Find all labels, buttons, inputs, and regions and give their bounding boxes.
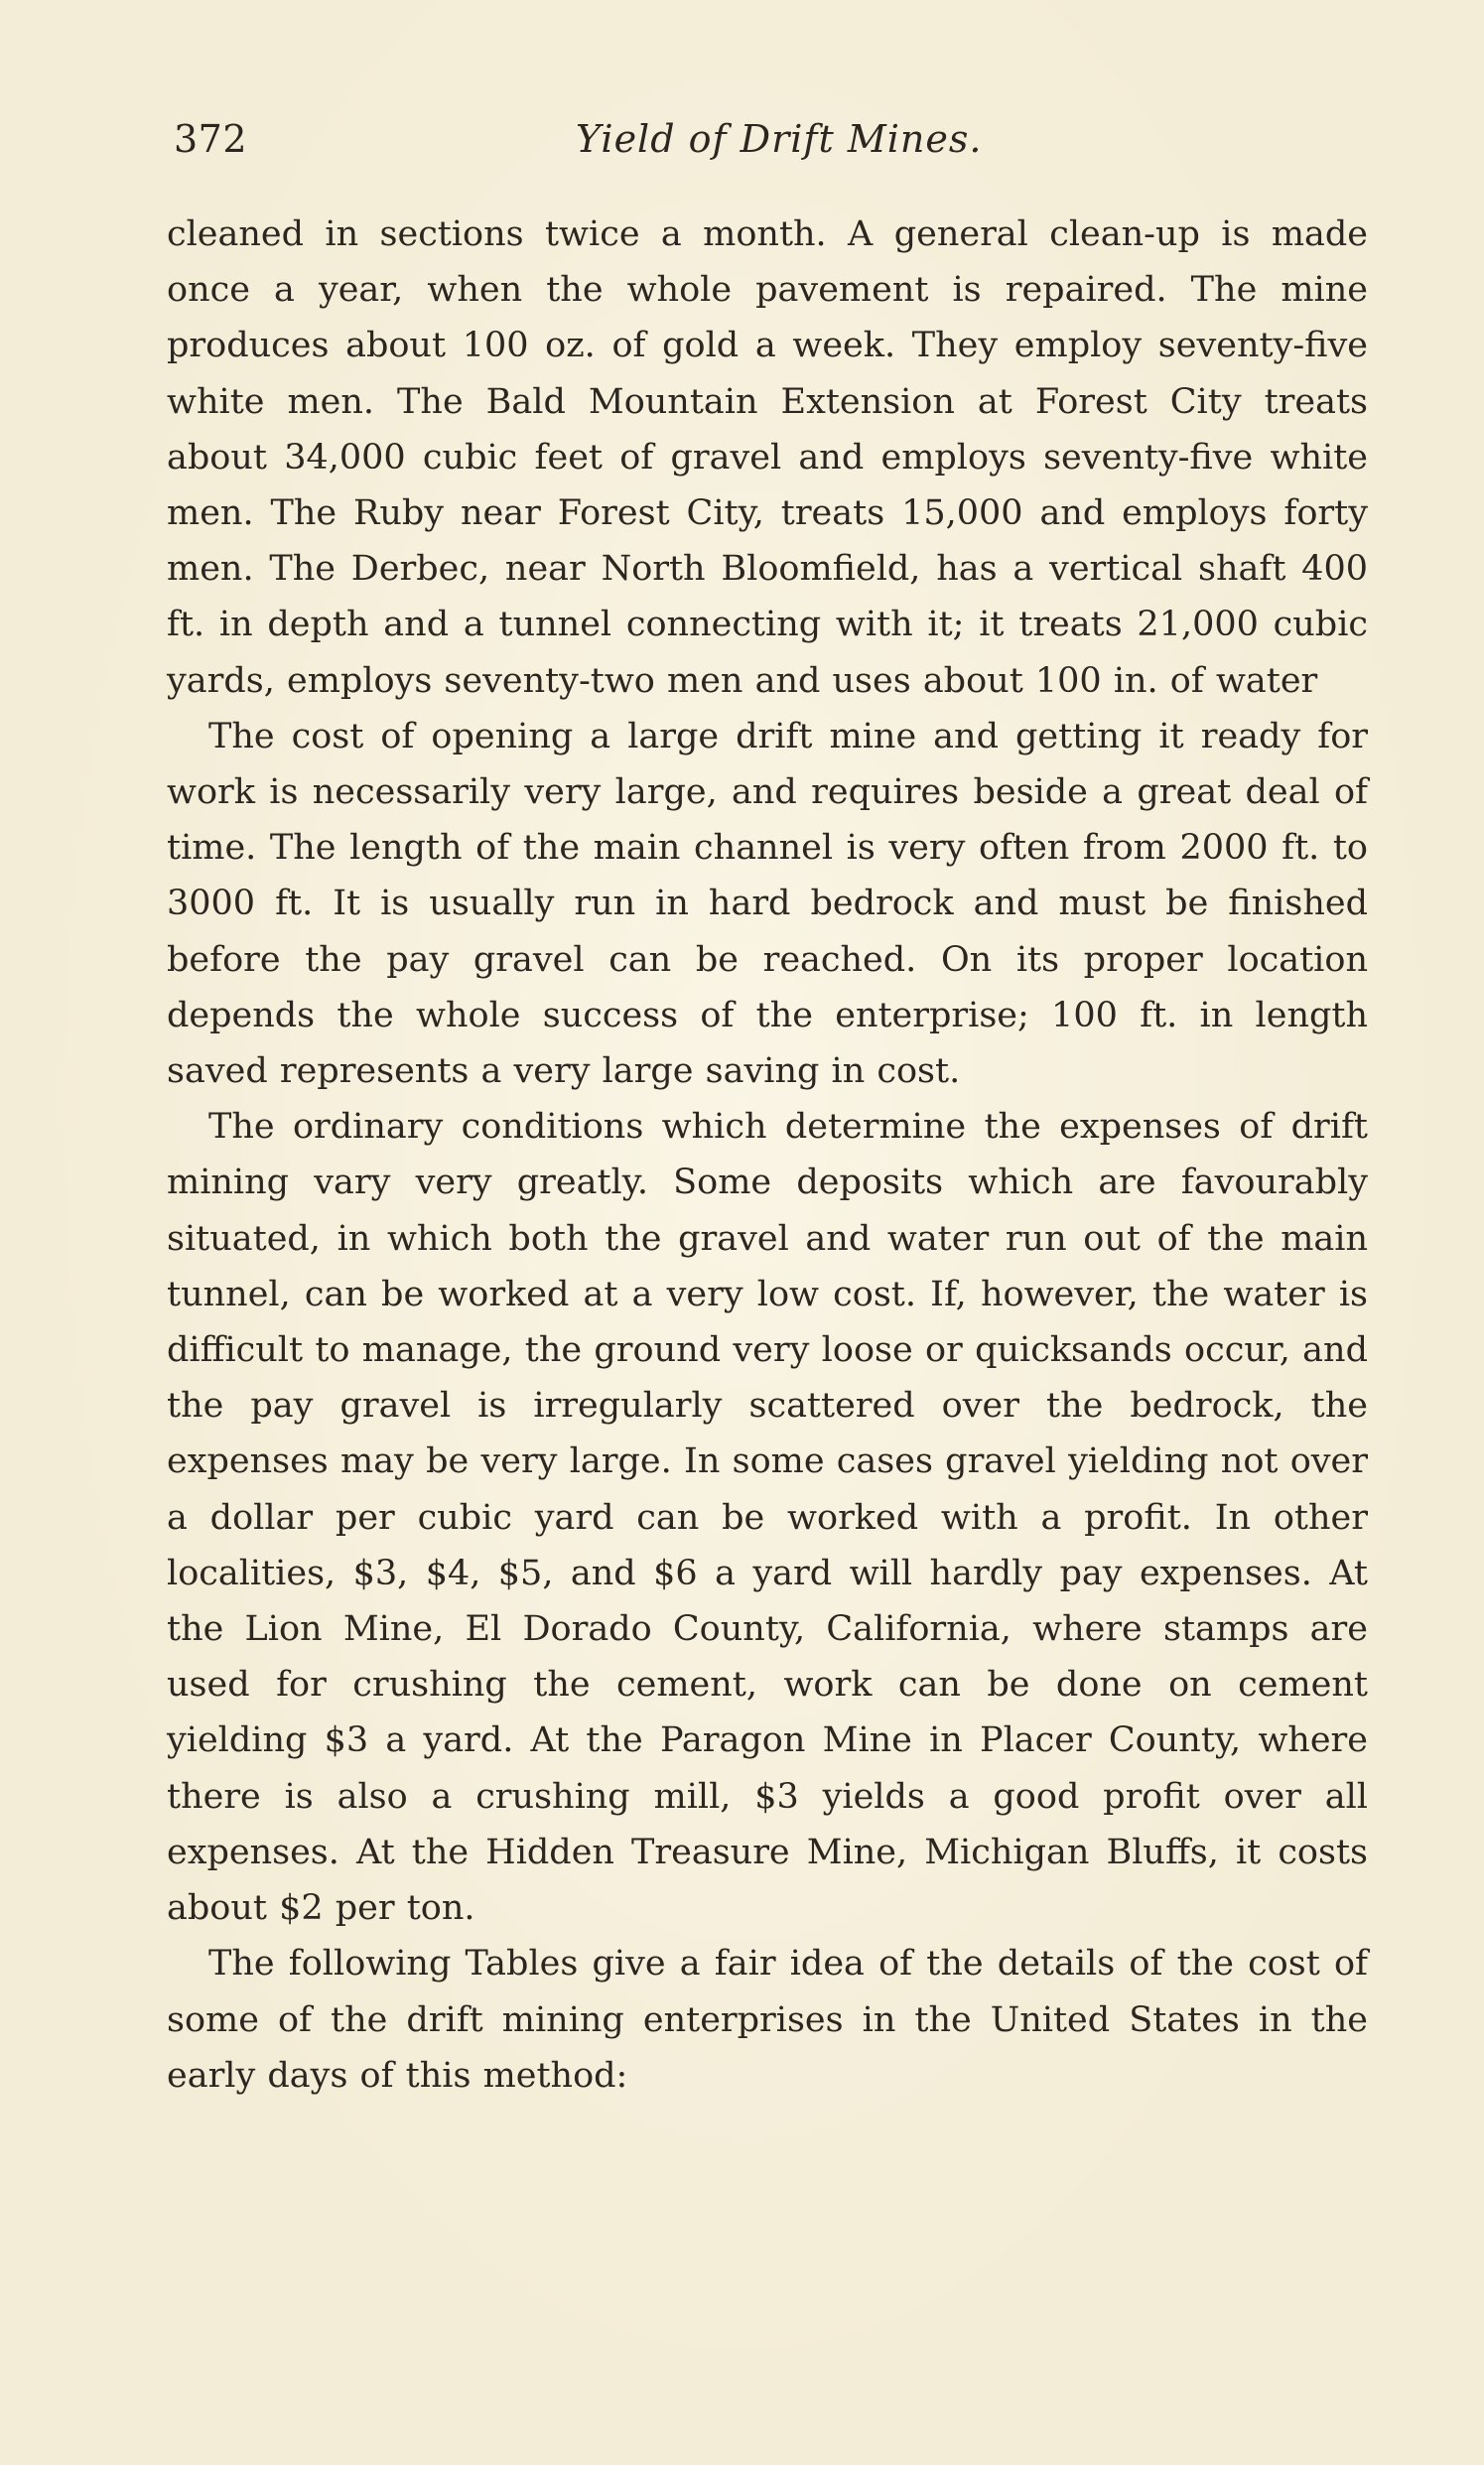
paragraph-tables-intro: The following Tables give a fair idea of the details of the cost of some of the drift mining enterprises in the United States in the early days of this method: (167, 1944, 1368, 2096)
paragraph-continued: cleaned in sections twice a month. A general clean-up is made once a year, when the whole pavement is repaired. The mine produces about 100 oz. of gold a week. They employ seventy-five white men. The Bald Mountain Extension at Forest City treats about 34,000 cubic feet of gravel and employs seventy-five white men. The Ruby near Forest City, treats 15,000 and employs forty men. The Derbec, near North Bloomfield, has a vertical shaft 400 ft. in depth and a tunnel connecting with it; it treats 21,000 cubic yards, employs seventy-two men and uses about 100 in. of water (167, 214, 1368, 701)
paragraph-drift-mine-cost: The cost of opening a large drift mine and getting it ready for work is necessarily very large, and requires beside a great deal of time. The length of the main channel is very often from 2000 ft. to 3000 ft. It is usually run in hard bedrock and must be finished before the pay gravel can be reached. On its proper location depends the whole success of the enterprise; 100 ft. in length saved represents a very large saving in cost. (167, 716, 1368, 1092)
running-title: Yield of Drift Mines. (576, 117, 983, 161)
page-header (169, 117, 1370, 167)
page-number: 372 (174, 117, 248, 161)
body-text (167, 206, 1368, 2104)
paragraph-drift-mining-conditions: The ordinary conditions which determine the expenses of drift mining vary very greatly. Some deposits which are favourably situated, in which both the gravel and water run out of the main tunnel, can be worked at a very low cost. If, however, the water is difficult to manage, the ground very loose or quicksands occur, and the pay gravel is irregularly scattered over the bedrock, the expenses may be very large. In some cases gravel yielding not over a dollar per cubic yard can be worked with a profit. In other localities, $3, $4, $5, and $6 a yard will hardly pay expenses. At the Lion Mine, El Dorado County, California, where stamps are used for crushing the cement, work can be done on cement yielding $3 a yard. At the Paragon Mine in Placer County, where there is also a crushing mill, $3 yields a good profit over all expenses. At the Hidden Treasure Mine, Michigan Bluffs, it costs about $2 per ton. (167, 1107, 1368, 1929)
